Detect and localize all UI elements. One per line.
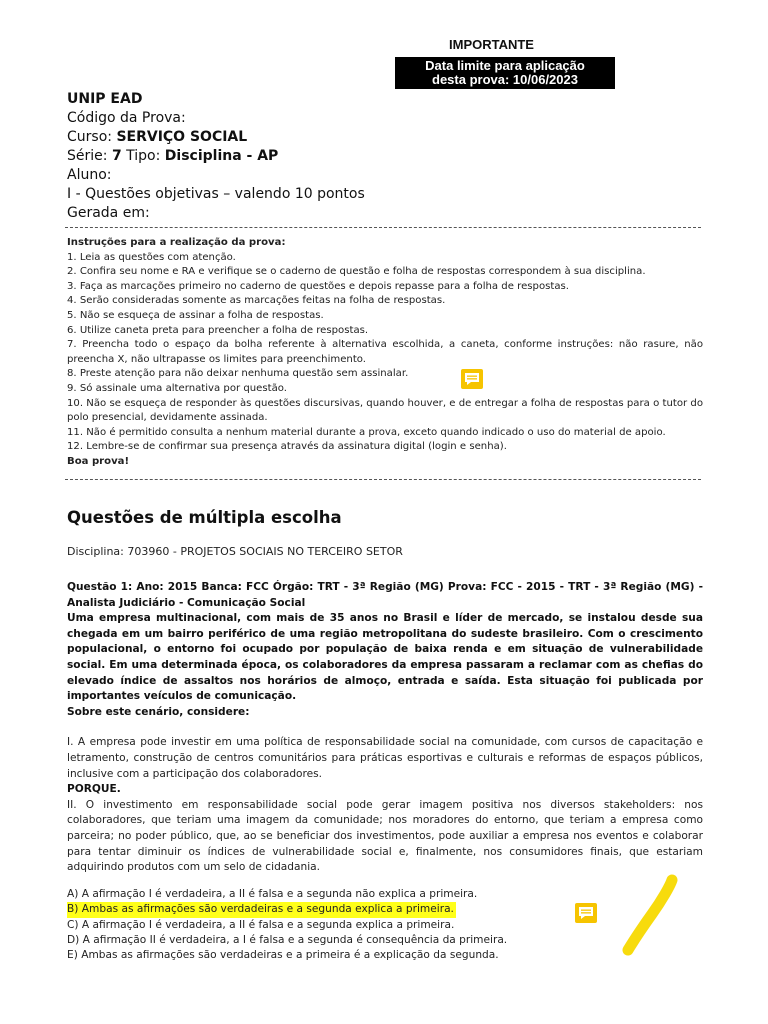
assertion-connector: PORQUE. xyxy=(67,783,121,796)
instruction-item: 1. Leia as questões com atenção. xyxy=(67,251,236,263)
instruction-item: 2. Confira seu nome e RA e verifique se o caderno de questão e folha de respostas correspondem à sua disciplina. xyxy=(67,266,646,278)
answer-option-d[interactable] xyxy=(67,933,587,948)
instruction-item: 4. Serão consideradas somente as marcações feitas na folha de respostas. xyxy=(67,295,446,307)
assertion-two: II. O investimento em responsabilidade social pode gerar imagem positiva nos diversos stakeholders: nos colaboradores, que teriam uma imagem da comunidade; nos moradores do entorno, que teriam a empresa como parceira; no poder público, que, ao se beneficiar dos investimentos, pode auxiliar a empresa nos eventos e colaborar para tentar diminuir os índices de vulnerabilidade social e, finalmente, nos consumidores finais, que estariam adquirindo produtos com um selo de cidadania. xyxy=(67,798,703,874)
question-block xyxy=(67,580,703,876)
assertion-one: I. A empresa pode investir em uma política de responsabilidade social na comunidade, com cursos de capacitação e letramento, construção de centros comunitários para práticas esportivas e culturais e reformas de espaços públicos, inclusive com a participação dos colaboradores. xyxy=(67,736,703,780)
answer-option-e[interactable] xyxy=(67,948,587,963)
exam-info xyxy=(67,90,365,223)
institution-name: UNIP EAD xyxy=(67,91,143,107)
instruction-item: 3. Faça as marcações primeiro no caderno de questões e depois repasse para a folha de respostas. xyxy=(67,280,569,292)
curso-label: Curso: xyxy=(67,129,112,145)
option-text: Ambas as afirmações são verdadeiras e a segunda explica a primeira. xyxy=(81,903,454,916)
deadline-box xyxy=(395,57,615,89)
divider-bottom xyxy=(65,479,701,480)
instructions-block xyxy=(67,236,703,470)
tipo-value: Disciplina - AP xyxy=(164,148,279,164)
option-letter: E) xyxy=(67,949,78,962)
important-label: IMPORTANTE xyxy=(449,37,534,52)
option-letter: D) xyxy=(67,933,80,946)
curso-line xyxy=(67,128,365,147)
option-text: A afirmação II é verdadeira, a I é falsa e a segunda é consequência da primeira. xyxy=(82,933,508,946)
highlighted-option xyxy=(67,902,456,917)
serie-line xyxy=(67,147,365,166)
comment-icon[interactable] xyxy=(461,369,483,389)
gerada-label: Gerada em: xyxy=(67,205,150,221)
option-letter: A) xyxy=(67,888,79,900)
instruction-item: 10. Não se esqueça de responder às questões discursivas, quando houver, e de entregar a folha de respostas para o tutor do polo presencial, devidamente assinada. xyxy=(67,397,703,424)
instructions-title: Instruções para a realização da prova: xyxy=(67,237,286,248)
instruction-item: 5. Não se esqueça de assinar a folha de respostas. xyxy=(67,309,324,321)
answer-options xyxy=(67,887,587,963)
questoes-label: I - Questões objetivas – valendo 10 pontos xyxy=(67,186,365,202)
instruction-item: 11. Não é permitido consulta a nenhum material durante a prova, exceto quando indicado o uso do material de apoio. xyxy=(67,426,666,438)
question-spacer xyxy=(67,720,703,735)
option-text: Ambas as afirmações são verdadeiras e a primeira é a explicação da segunda. xyxy=(81,949,499,962)
section-title: Questões de múltipla escolha xyxy=(67,508,342,527)
option-text: A afirmação I é verdadeira, a II é falsa e a segunda explica a primeira. xyxy=(81,918,455,931)
ink-annotation-icon xyxy=(612,872,692,962)
instructions-closing: Boa prova! xyxy=(67,455,130,467)
serie-label: Série: xyxy=(67,148,108,164)
disciplina-line: Disciplina: 703960 - PROJETOS SOCIAIS NO TERCEIRO SETOR xyxy=(67,545,403,558)
aluno-label: Aluno: xyxy=(67,167,112,183)
answer-option-c[interactable] xyxy=(67,918,587,933)
instruction-item: 8. Preste atenção para não deixar nenhuma questão sem assinalar. xyxy=(67,368,409,380)
instruction-item: 7. Preencha todo o espaço da bolha referente à alternativa escolhida, a caneta, conforme instruções: não rasure, não preencha X, não ultrapasse os limites para preenchimento. xyxy=(67,339,703,365)
comment-icon[interactable] xyxy=(575,903,597,923)
curso-value: SERVIÇO SOCIAL xyxy=(116,129,248,145)
serie-value: 7 xyxy=(111,148,122,164)
answer-option-a[interactable] xyxy=(67,887,587,902)
option-letter: B) xyxy=(67,903,79,916)
instruction-item: 6. Utilize caneta preta para preencher a folha de respostas. xyxy=(67,324,369,336)
deadline-line-1: Data limite para aplicação xyxy=(425,58,585,73)
question-statement: Uma empresa multinacional, com mais de 35 anos no Brasil e líder de mercado, se instalou desde sua chegada em um bairro periférico de uma região metropolitana do sudeste brasileiro. Com o crescimento populacional, o entorno foi ocupado por população de baixa renda e em situação de vulnerabilidade social. Em uma determinada época, os colaboradores da empresa passaram a reclamar com as chefias do elevado índice de assaltos nos horários de almoço, entrada e saída. Esta situação foi publicada por importantes veículos de comunicação. xyxy=(67,612,703,703)
divider-top xyxy=(65,227,701,228)
question-header: Questão 1: Ano: 2015 Banca: FCC Órgão: TRT - 3ª Região (MG) Prova: FCC - 2015 - TRT - 3ª Região (MG) - Analista Judiciário - Comunicação Social xyxy=(67,581,703,609)
codigo-label: Código da Prova: xyxy=(67,110,186,126)
option-letter: C) xyxy=(67,918,79,931)
comment-glyph-icon xyxy=(464,372,480,386)
deadline-line-2: desta prova: 10/06/2023 xyxy=(432,72,578,87)
instruction-item: 9. Só assinale uma alternativa por questão. xyxy=(67,382,287,394)
comment-glyph-icon xyxy=(578,906,594,920)
instruction-item: 12. Lembre-se de confirmar sua presença através da assinatura digital (login e senha). xyxy=(67,441,507,453)
option-text: A afirmação I é verdadeira, a II é falsa e a segunda não explica a primeira. xyxy=(81,888,478,900)
question-prompt: Sobre este cenário, considere: xyxy=(67,705,250,718)
answer-option-b[interactable] xyxy=(67,902,587,917)
tipo-label: Tipo: xyxy=(126,148,161,164)
